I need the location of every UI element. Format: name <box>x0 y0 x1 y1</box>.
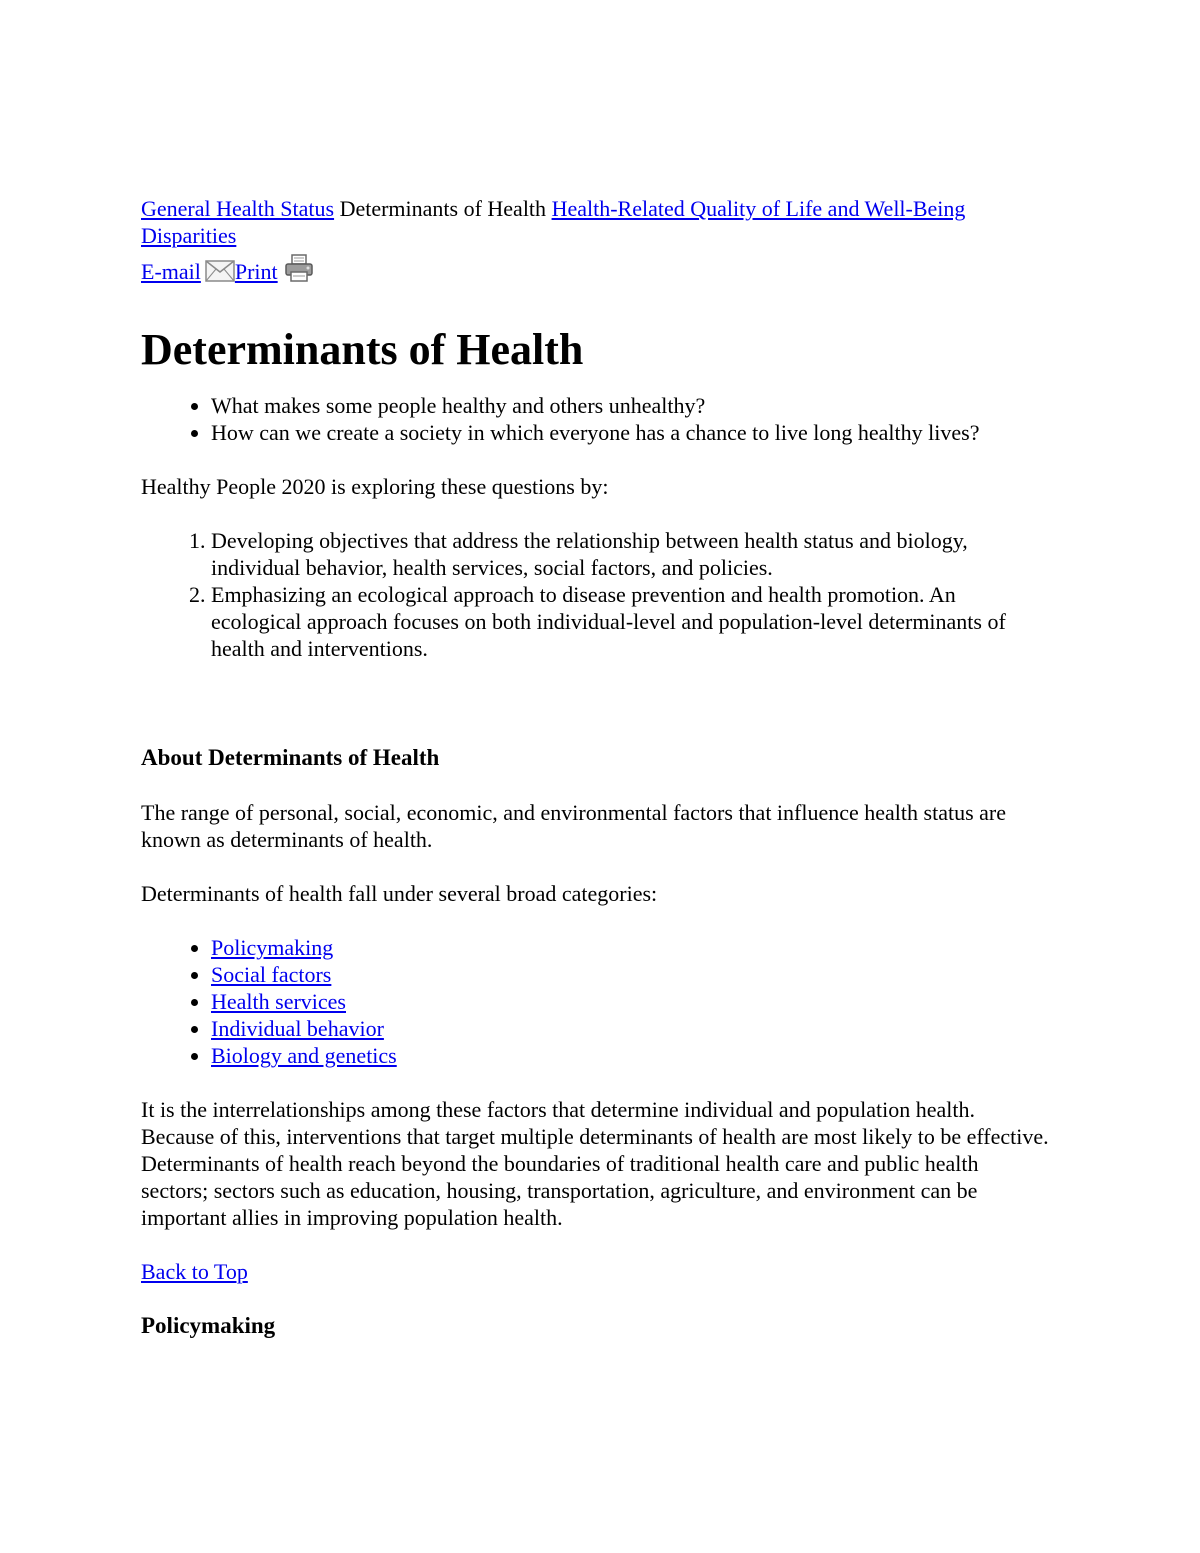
list-item: • What makes some people healthy and others unhealthy? <box>211 392 1051 419</box>
intro-paragraph: Healthy People 2020 is exploring these questions by: <box>141 474 609 499</box>
policymaking-heading: Policymaking <box>141 1313 276 1338</box>
categories-intro: Determinants of health fall under several broad categories: <box>141 881 658 906</box>
nav-current-topic: Determinants of Health <box>339 196 547 221</box>
printer-icon[interactable] <box>284 253 314 283</box>
list-item: 2. Emphasizing an ecological approach to disease prevention and health promotion. An ecological approach focuses on both individual-level and population-level determinants of health and interventions. <box>211 581 1051 662</box>
envelope-icon[interactable] <box>205 260 235 282</box>
category-link-individual-behavior[interactable]: Individual behavior <box>211 1016 384 1041</box>
list-item <box>211 1015 1051 1042</box>
list-item <box>211 988 1051 1015</box>
category-link-policymaking[interactable]: Policymaking <box>211 935 334 960</box>
nav-link-disparities[interactable]: Disparities <box>141 223 237 248</box>
topic-nav <box>141 195 1051 249</box>
nav-link-health-related-quality[interactable]: Health-Related Quality of Life and Well-Being <box>551 196 966 221</box>
list-item: • How can we create a society in which everyone has a chance to live long healthy lives? <box>211 419 1051 446</box>
list-item <box>211 934 1051 961</box>
question-list <box>141 392 1051 446</box>
definition-paragraph: The range of personal, social, economic, and environmental factors that influence health status are known as determinants of health. <box>141 800 1006 852</box>
list-item <box>211 961 1051 988</box>
list-item: 1. Developing objectives that address the relationship between health status and biology, individual behavior, health services, social factors, and policies. <box>211 527 1051 581</box>
nav-link-general-health-status[interactable]: General Health Status <box>141 196 335 221</box>
page-title: Determinants of Health <box>141 325 584 374</box>
categories-list <box>141 934 1051 1069</box>
approach-list <box>141 527 1051 662</box>
category-link-social-factors[interactable]: Social factors <box>211 962 332 987</box>
category-link-health-services[interactable]: Health services <box>211 989 346 1014</box>
document-page <box>141 195 1051 1340</box>
print-link[interactable]: Print <box>234 259 278 284</box>
email-link[interactable]: E-mail <box>141 259 201 284</box>
back-to-top-link[interactable]: Back to Top <box>141 1259 248 1284</box>
category-link-biology-genetics[interactable]: Biology and genetics <box>211 1043 397 1068</box>
body-paragraph: It is the interrelationships among these factors that determine individual and population health. Because of this, interventions that target multiple determinants of health are most likely to be effective. Determinants of health reach beyond the boundaries of traditional health care and public health sectors; sectors such as education, housing, transportation, agriculture, and environment can be important allies in improving population health. <box>141 1097 1049 1230</box>
about-heading: About Determinants of Health <box>141 745 440 770</box>
list-item <box>211 1042 1051 1069</box>
page-actions <box>141 253 1051 285</box>
